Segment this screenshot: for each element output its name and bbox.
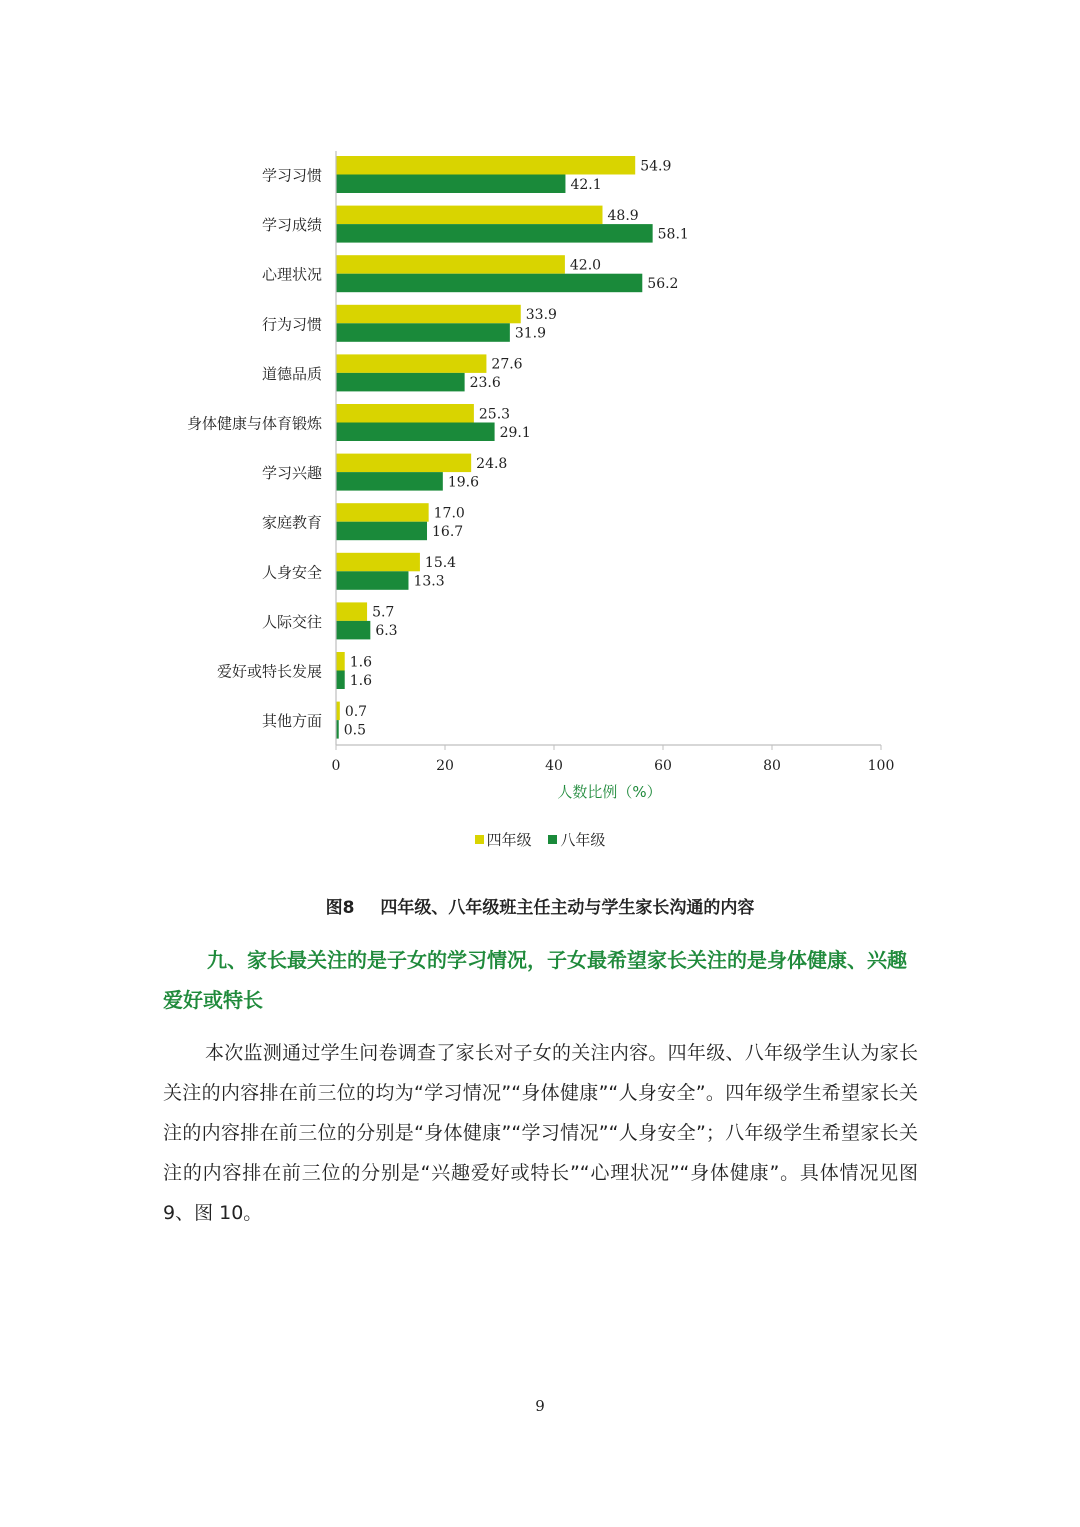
value-label-grade8: 6.3 xyxy=(375,623,398,640)
category-label: 心理状况 xyxy=(261,265,322,284)
x-axis-title: 人数比例（%） xyxy=(557,783,662,801)
chart-legend xyxy=(0,829,1080,850)
body-paragraph: 本次监测通过学生问卷调查了家长对子女的关注内容。四年级、八年级学生认为家长关注的内容排在前三位的均为“学习情况”“身体健康”“人身安全”。四年级学生希望家长关注的内容排在前三位的分别是“身体健康”“学习情况”“人身安全”；八年级学生希望家长关注的内容排在前三位的分别是“兴趣爱好或特长”“心理状况”“身体健康”。具体情况见图 9、图 10。 xyxy=(163,1042,918,1224)
category-label: 道德品质 xyxy=(261,364,322,383)
category-label: 身体健康与体育锻炼 xyxy=(186,414,322,433)
bar-grade4 xyxy=(336,553,420,572)
bar-grade4 xyxy=(336,454,471,473)
category-label: 行为习惯 xyxy=(261,315,322,334)
x-tick-label: 80 xyxy=(763,758,781,774)
figure-number: 图8 xyxy=(325,898,355,918)
bar-grade8 xyxy=(336,423,495,442)
value-label-grade8: 58.1 xyxy=(657,226,689,243)
bar-grade8 xyxy=(336,671,345,690)
bar-grade8 xyxy=(336,472,443,491)
category-label: 学习成绩 xyxy=(261,216,322,235)
category-label: 爱好或特长发展 xyxy=(216,662,322,681)
value-label-grade8: 23.6 xyxy=(469,375,501,392)
value-label-grade4: 1.6 xyxy=(349,654,372,671)
bar-grade4 xyxy=(336,404,474,423)
bar-grade4 xyxy=(336,255,565,274)
bar-grade8 xyxy=(336,621,370,640)
legend-item-grade8 xyxy=(548,829,605,850)
bar-grade8 xyxy=(336,522,427,541)
value-label-grade4: 25.3 xyxy=(478,406,511,423)
value-label-grade4: 24.8 xyxy=(476,455,508,472)
value-label-grade4: 15.4 xyxy=(424,555,457,572)
value-label-grade8: 19.6 xyxy=(447,474,479,491)
bar-grade8 xyxy=(336,323,510,342)
bar-grade4 xyxy=(336,503,429,522)
value-label-grade4: 27.6 xyxy=(491,356,523,373)
legend-swatch-grade8 xyxy=(548,835,557,844)
bar-grade8 xyxy=(336,274,642,293)
value-label-grade8: 56.2 xyxy=(647,275,679,292)
category-label: 学习习惯 xyxy=(261,166,322,185)
value-label-grade8: 29.1 xyxy=(499,424,531,441)
value-label-grade8: 31.9 xyxy=(514,325,547,342)
category-label: 学习兴趣 xyxy=(261,464,322,483)
value-label-grade4: 33.9 xyxy=(525,307,557,324)
bar-grade4 xyxy=(336,305,521,324)
category-label: 人际交往 xyxy=(261,612,322,631)
value-label-grade8: 16.7 xyxy=(432,523,464,540)
figure-title: 四年级、八年级班主任主动与学生家长沟通的内容 xyxy=(380,898,755,918)
legend-label-grade8: 八年级 xyxy=(560,831,606,849)
bar-grade4 xyxy=(336,652,345,671)
value-label-grade4: 5.7 xyxy=(372,604,395,621)
bar-grade4 xyxy=(336,602,367,621)
page-number: 9 xyxy=(535,1397,545,1415)
value-label-grade4: 17.0 xyxy=(433,505,465,522)
bar-grade4 xyxy=(336,206,603,225)
x-tick-label: 0 xyxy=(331,758,341,774)
bar-grade8 xyxy=(336,175,565,194)
figure-caption xyxy=(0,893,1080,918)
x-tick-label: 20 xyxy=(436,758,454,774)
value-label-grade4: 42.0 xyxy=(569,257,602,274)
category-label: 人身安全 xyxy=(261,563,322,582)
value-label-grade4: 48.9 xyxy=(607,207,639,224)
category-label: 其他方面 xyxy=(261,712,322,731)
value-label-grade8: 0.5 xyxy=(343,722,366,739)
bar-grade4 xyxy=(336,156,635,175)
legend-swatch-grade4 xyxy=(475,835,484,844)
bar-grade8 xyxy=(336,373,465,392)
x-tick-label: 40 xyxy=(545,758,563,774)
bar-grade4 xyxy=(336,354,486,373)
bar-grade8 xyxy=(336,224,653,243)
value-label-grade4: 54.9 xyxy=(640,158,672,175)
x-tick-label: 100 xyxy=(867,758,895,774)
bar-grade8 xyxy=(336,571,408,590)
section-heading: 九、家长最关注的是子女的学习情况，子女最希望家长关注的是身体健康、兴趣爱好或特长 xyxy=(163,948,907,1012)
value-label-grade8: 42.1 xyxy=(570,176,602,193)
legend-label-grade4: 四年级 xyxy=(486,831,532,849)
x-tick-label: 60 xyxy=(654,758,672,774)
value-label-grade8: 13.3 xyxy=(413,573,445,590)
value-label-grade4: 0.7 xyxy=(344,703,368,720)
category-label: 家庭教育 xyxy=(261,513,322,532)
legend-item-grade4 xyxy=(475,829,532,850)
value-label-grade8: 1.6 xyxy=(349,672,372,689)
